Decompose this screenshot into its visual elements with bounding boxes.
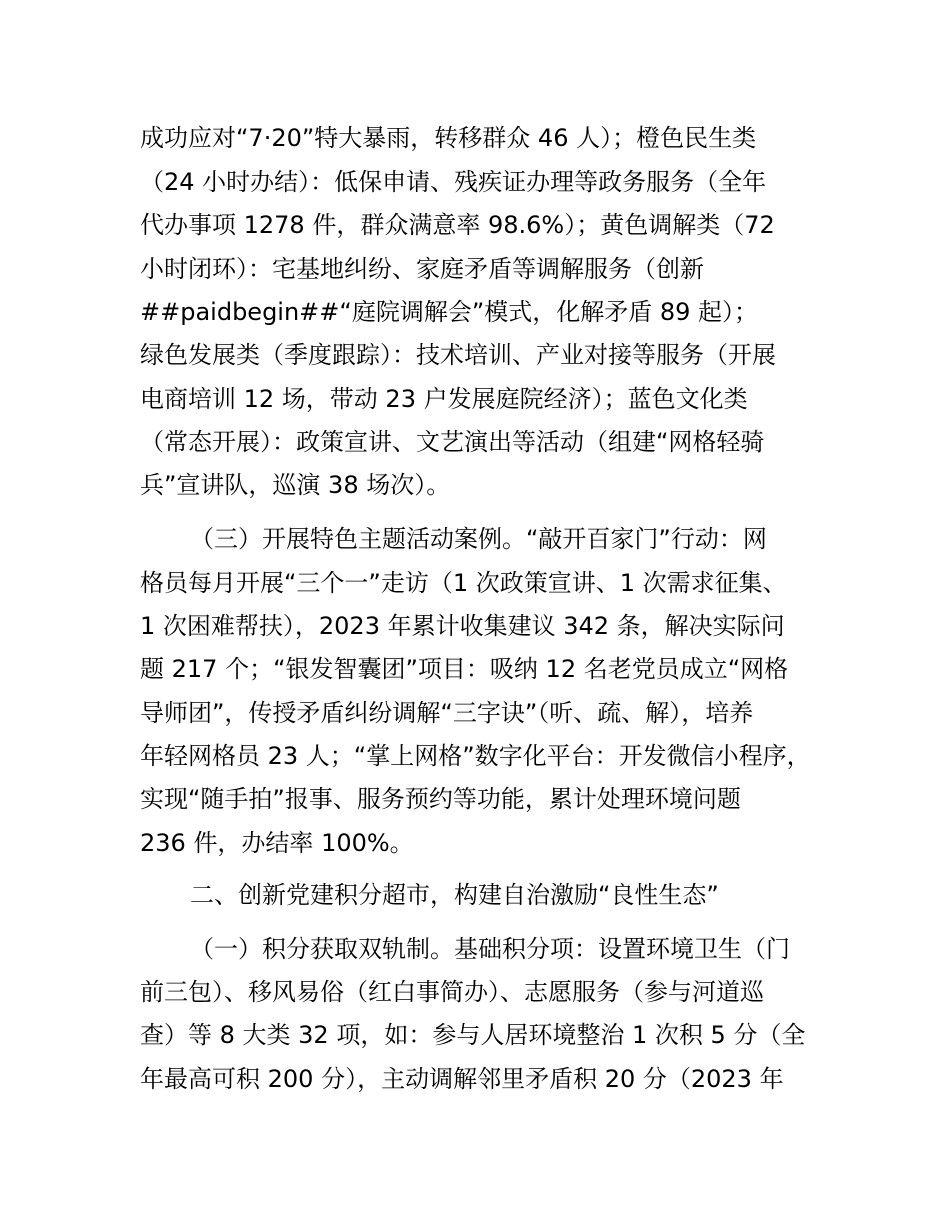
- text-line: 成功应对“7·20”特大暴雨，转移群众 46 人）；橙色民生类: [140, 124, 757, 152]
- text-line: （24 小时办结）：低保申请、残疾证办理等政务服务（全年: [140, 168, 767, 196]
- text-line: ##paidbegin##“庭院调解会”模式，化解矛盾 89 起）；: [140, 298, 759, 326]
- text-line: 导师团”，传授矛盾纠纷调解“三字诀”（听、疏、解），培养: [140, 699, 754, 727]
- text-line: 实现“随手拍”报事、服务预约等功能，累计处理环境问题: [140, 785, 741, 813]
- text-line: 电商培训 12 场，带动 23 户发展庭院经济）；蓝色文化类: [140, 385, 748, 413]
- text-line: 年最高可积 200 分），主动调解邻里矛盾积 20 分（2023 年: [140, 1065, 784, 1093]
- text-line: 小时闭环）：宅基地纠纷、家庭矛盾等调解服务（创新: [140, 255, 704, 283]
- text-line: 236 件，办结率 100%。: [140, 829, 414, 857]
- text-line: 前三包）、移风易俗（红白事简办）、志愿服务（参与河道巡: [140, 978, 764, 1006]
- text-line: 查）等 8 大类 32 项，如：参与人居环境整治 1 次积 5 分（全: [140, 1021, 806, 1049]
- text-line: 年轻网格员 23 人；“掌上网格”数字化平台：开发微信小程序，: [140, 742, 811, 770]
- text-line: 题 217 个；“银发智囊团”项目：吸纳 12 名老党员成立“网格: [140, 655, 789, 683]
- text-line: 代办事项 1278 件，群众满意率 98.6%）；黄色调解类（72: [140, 211, 775, 239]
- paragraph-first-line: （一）积分获取双轨制。基础积分项：设置环境卫生（门: [190, 935, 790, 963]
- text-line: 绿色发展类（季度跟踪）：技术培训、产业对接等服务（开展: [140, 341, 776, 369]
- paragraph-first-line: （三）开展特色主题活动案例。“敲开百家门”行动：网: [190, 525, 767, 553]
- section-heading: 二、创新党建积分超市，构建自治激励“良性生态”: [190, 881, 719, 909]
- text-line: 格员每月开展“三个一”走访（1 次政策宣讲、1 次需求征集、: [140, 569, 787, 597]
- text-line: 兵”宣讲队，巡演 38 场次）。: [140, 471, 451, 499]
- text-line: （常态开展）：政策宣讲、文艺演出等活动（组建“网格轻骑: [140, 428, 765, 456]
- text-line: 1 次困难帮扶），2023 年累计收集建议 342 条，解决实际问: [140, 612, 785, 640]
